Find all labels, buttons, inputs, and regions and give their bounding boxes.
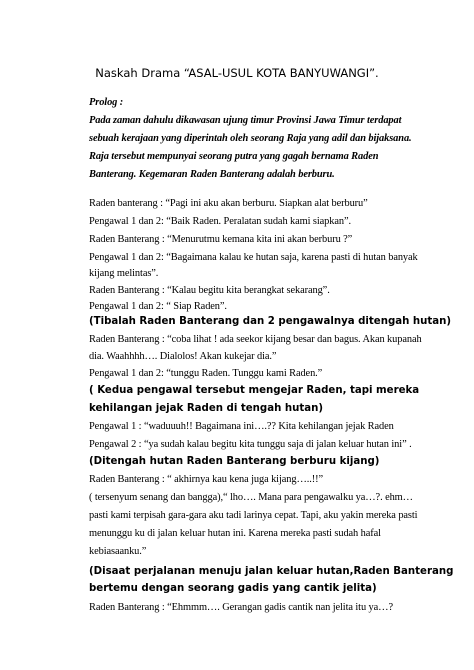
document-title: Naskah Drama “ASAL-USUL KOTA BANYUWANGI”. <box>95 66 379 80</box>
stage-direction: (Disaat perjalanan menuju jalan keluar hutan,Raden Banterang <box>89 566 454 577</box>
dialogue-line: Pengawal 2 : “ya sudah kalau begitu kita tunggu saja di jalan keluar hutan ini” . <box>89 439 412 450</box>
stage-direction: (Tibalah Raden Banterang dan 2 pengawalnya ditengah hutan) <box>89 316 452 327</box>
prolog-line: Pada zaman dahulu dikawasan ujung timur Provinsi Jawa Timur terdapat <box>89 115 402 126</box>
dialogue-line: dia. Waahhhh…. Dialolos! Akan kukejar dia.” <box>89 351 277 362</box>
dialogue-line: Pengawal 1 dan 2: “Bagaimana kalau ke hutan saja, karena pasti di hutan banyak <box>89 252 418 263</box>
dialogue-line: Raden Banterang : “Ehmmm…. Gerangan gadis cantik nan jelita itu ya…? <box>89 602 393 613</box>
dialogue-line: Pengawal 1 dan 2: “ Siap Raden”. <box>89 301 227 312</box>
dialogue-line: Raden Banterang : “coba lihat ! ada seekor kijang besar dan bagus. Akan kupanah <box>89 334 422 345</box>
dialogue-line: Raden Banterang : “Kalau begitu kita berangkat sekarang”. <box>89 285 330 296</box>
stage-direction: ( Kedua pengawal tersebut mengejar Raden, tapi mereka <box>89 385 420 396</box>
dialogue-line: Raden banterang : “Pagi ini aku akan berburu. Siapkan alat berburu” <box>89 198 368 209</box>
prolog-line: Banterang. Kegemaran Raden Banterang adalah berburu. <box>89 169 335 180</box>
stage-direction: (Ditengah hutan Raden Banterang berburu kijang) <box>89 456 380 467</box>
dialogue-line: kijang melintas”. <box>89 268 159 279</box>
dialogue-line: Pengawal 1 dan 2: “Baik Raden. Peralatan sudah kami siapkan”. <box>89 216 351 227</box>
prolog-line: Raja tersebut mempunyai seorang putra yang gagah bernama Raden <box>89 151 379 162</box>
dialogue-line: menunggu ku di jalan keluar hutan ini. Karena mereka pasti sudah hafal <box>89 528 381 539</box>
dialogue-line: kebiasaanku.” <box>89 546 147 557</box>
dialogue-line: ( tersenyum senang dan bangga),“ lho…. Mana para pengawalku ya…?. ehm… <box>89 492 413 503</box>
dialogue-line: Raden Banterang : “Menurutmu kemana kita ini akan berburu ?” <box>89 234 353 245</box>
stage-direction: kehilangan jejak Raden di tengah hutan) <box>89 403 324 414</box>
dialogue-line: Pengawal 1 dan 2: “tunggu Raden. Tunggu kami Raden.” <box>89 368 323 379</box>
prolog-line: sebuah kerajaan yang diperintah oleh seorang Raja yang adil dan bijaksana. <box>89 133 412 144</box>
dialogue-line: Raden Banterang : “ akhirnya kau kena juga kijang…..!!” <box>89 474 323 485</box>
dialogue-line: pasti kami terpisah gara-gara aku tadi larinya cepat. Tapi, aku yakin mereka pasti <box>89 510 418 521</box>
stage-direction: bertemu dengan seorang gadis yang cantik jelita) <box>89 583 377 594</box>
dialogue-line: Pengawal 1 : “waduuuh!! Bagaimana ini….?? Kita kehilangan jejak Raden <box>89 421 394 432</box>
prolog-heading: Prolog : <box>89 97 124 108</box>
